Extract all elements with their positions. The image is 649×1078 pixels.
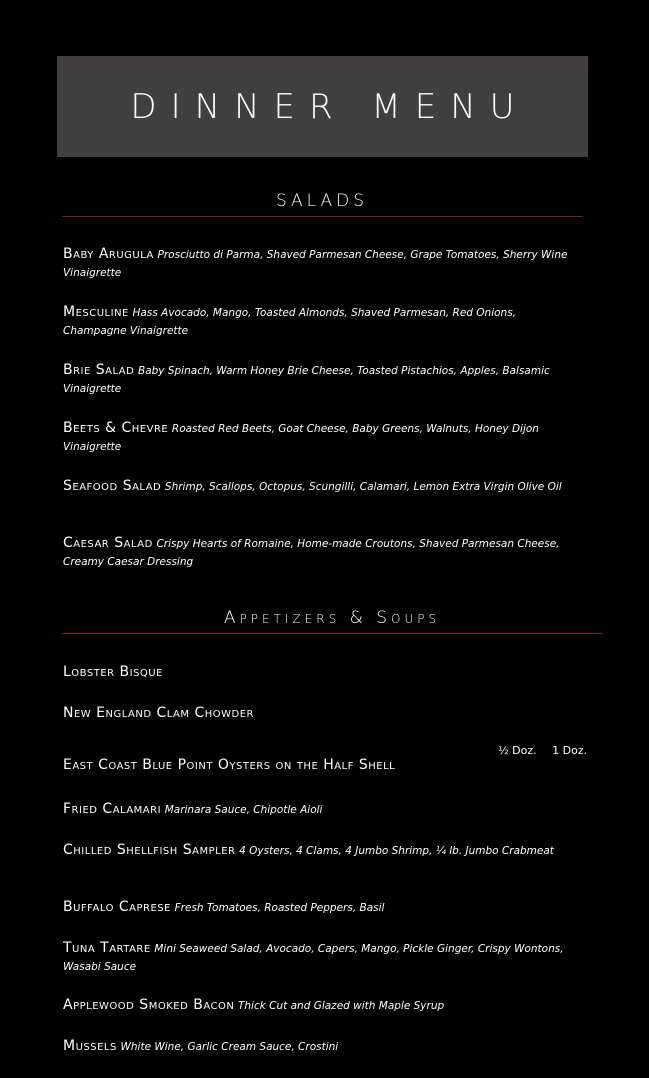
item-name: Caesar Salad [63, 535, 153, 551]
menu-item [63, 997, 578, 1015]
menu-item [63, 478, 578, 496]
menu-item [63, 940, 578, 976]
menu-item [63, 842, 578, 860]
item-name: Fried Calamari [63, 801, 162, 817]
item-description: 4 Oysters, 4 Clams, 4 Jumbo Shrimp, ¼ lb. Jumbo Crabmeat [239, 845, 554, 857]
item-name: Mussels [63, 1038, 117, 1054]
item-name: New England Clam Chowder [63, 705, 254, 721]
menu-item [63, 362, 578, 398]
item-description: Shrimp, Scallops, Octopus, Scungilli, Calamari, Lemon Extra Virgin Olive Oil [164, 481, 562, 493]
price-label-half-dozen: ½ Doz. [498, 744, 537, 757]
menu-item [63, 899, 578, 917]
item-description: Roasted Red Beets, Goat Cheese, Baby Greens, Walnuts, Honey Dijon Vinaigrette [63, 423, 539, 453]
item-description: Crispy Hearts of Romaine, Home-made Croutons, Shaved Parmesan Cheese, Creamy Caesar Dressing [63, 538, 560, 568]
item-name: Applewood Smoked Bacon [63, 997, 235, 1013]
item-name: Chilled Shellfish Sampler [63, 842, 236, 858]
section-divider-salads [62, 216, 582, 217]
item-description: Marinara Sauce, Chipotle Aioli [164, 804, 323, 816]
section-heading-appetizers: Appetizers & Soups [223, 608, 441, 628]
item-description: White Wine, Garlic Cream Sauce, Crostini [120, 1041, 339, 1053]
item-name: Tuna Tartare [63, 940, 151, 956]
price-column-headers [498, 744, 587, 757]
item-description: Thick Cut and Glazed with Maple Syrup [237, 1000, 445, 1012]
menu-title: DINNER MENU [130, 86, 529, 127]
item-name: Buffalo Caprese [63, 899, 171, 915]
section-divider-appetizers [62, 633, 602, 634]
item-description: Hass Avocado, Mango, Toasted Almonds, Shaved Parmesan, Red Onions, Champagne Vinaigrette [63, 307, 517, 337]
item-name: Brie Salad [63, 362, 135, 378]
menu-item [63, 801, 578, 819]
price-label-dozen: 1 Doz. [552, 744, 588, 757]
menu-item [63, 757, 578, 774]
menu-item [63, 304, 578, 340]
item-description: Baby Spinach, Warm Honey Brie Cheese, Toasted Pistachios, Apples, Balsamic Vinaigrette [63, 365, 550, 395]
item-description: Fresh Tomatoes, Roasted Peppers, Basil [174, 902, 385, 914]
item-name: East Coast Blue Point Oysters on the Half Shell [63, 757, 396, 773]
menu-item [63, 246, 578, 282]
item-name: Beets & Chevre [63, 420, 169, 436]
item-name: Lobster Bisque [63, 664, 163, 680]
item-name: Baby Arugula [63, 246, 154, 262]
item-name: Mesculine [63, 304, 129, 320]
menu-item [63, 705, 578, 722]
section-heading-salads: SALADS [275, 191, 369, 211]
menu-item [63, 1038, 578, 1056]
menu-item [63, 420, 578, 456]
menu-item [63, 535, 578, 571]
item-description: Mini Seaweed Salad, Avocado, Capers, Mango, Pickle Ginger, Crispy Wontons, Wasabi Sauce [63, 943, 564, 973]
item-name: Seafood Salad [63, 478, 162, 494]
menu-item [63, 664, 578, 681]
title-banner [57, 56, 588, 157]
item-description: Prosciutto di Parma, Shaved Parmesan Cheese, Grape Tomatoes, Sherry Wine Vinaigrette [63, 249, 568, 279]
